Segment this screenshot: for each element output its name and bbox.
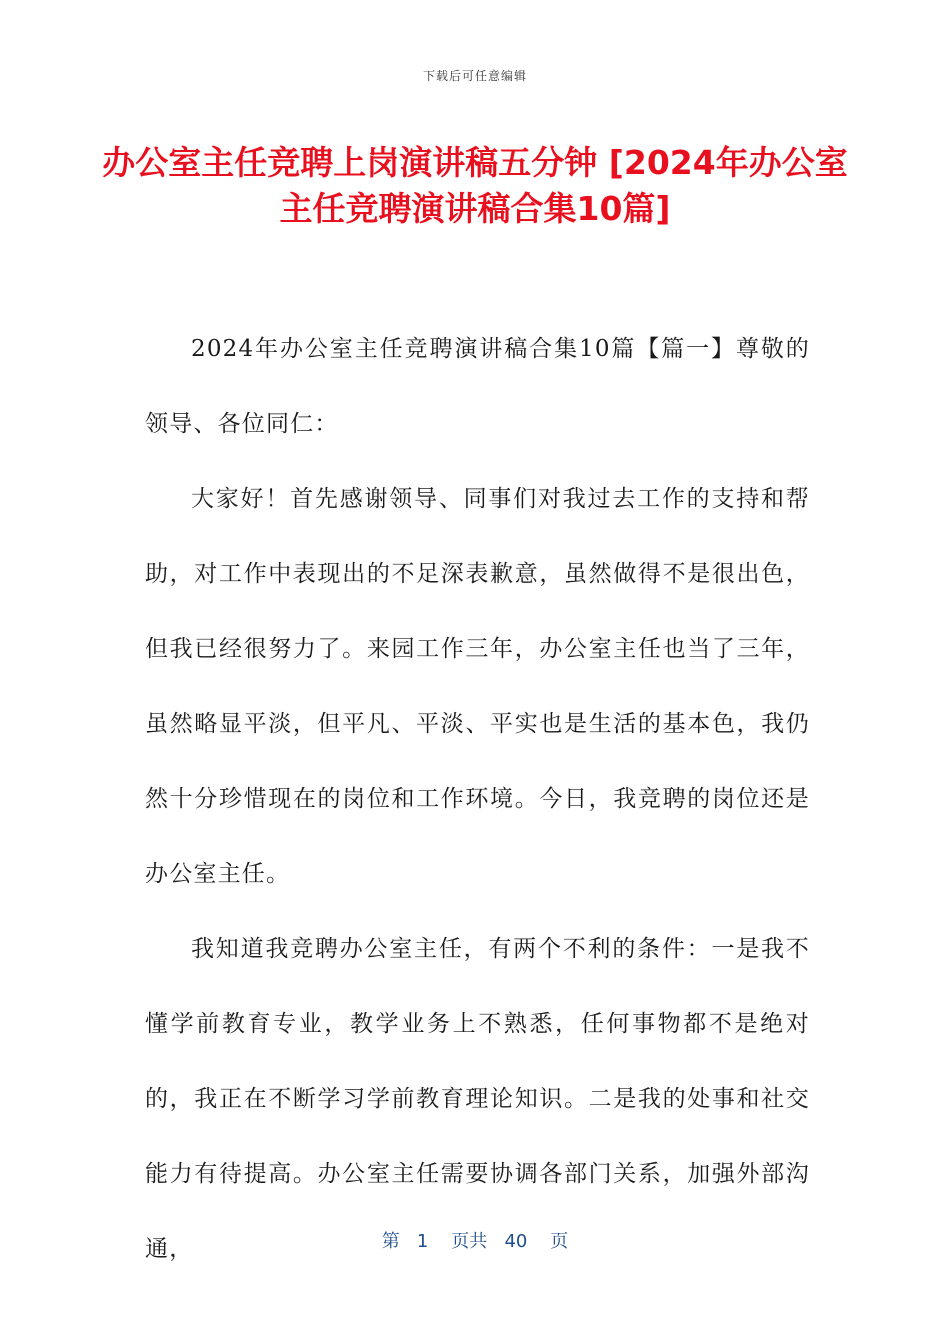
document-title: 办公室主任竞聘上岗演讲稿五分钟 [2024年办公室主任竞聘演讲稿合集10篇] bbox=[102, 143, 848, 228]
footer-suffix: 页 bbox=[550, 1231, 569, 1252]
paragraph-3: 我知道我竞聘办公室主任，有两个不利的条件：一是我不懂学前教育专业，教学业务上不熟悉，任何事物都不是绝对的，我正在不断学习学前教育理论知识。二是我的处事和社交能力有待提高。办公室主任需要协调各部门关系，加强外部沟通， bbox=[145, 936, 810, 1262]
total-pages-number: 40 bbox=[504, 1231, 528, 1252]
paragraph-2: 大家好！首先感谢领导、同事们对我过去工作的支持和帮助，对工作中表现出的不足深表歉意，虽然做得不是很出色，但我已经很努力了。来园工作三年，办公室主任也当了三年，虽然略显平淡，但平凡、平淡、平实也是生活的基本色，我仍然十分珍惜现在的岗位和工作环境。今日，我竞聘的岗位还是办公室主任。 bbox=[145, 486, 810, 887]
document-body bbox=[145, 312, 810, 1287]
footer-middle: 页共 bbox=[451, 1231, 488, 1252]
paragraph-1: 2024年办公室主任竞聘演讲稿合集10篇【篇一】尊敬的领导、各位同仁： bbox=[145, 336, 810, 437]
page-footer bbox=[0, 1227, 950, 1253]
header-note: 下载后可任意编辑 bbox=[422, 69, 527, 83]
current-page-number: 1 bbox=[416, 1231, 429, 1252]
footer-prefix: 第 bbox=[381, 1231, 400, 1252]
